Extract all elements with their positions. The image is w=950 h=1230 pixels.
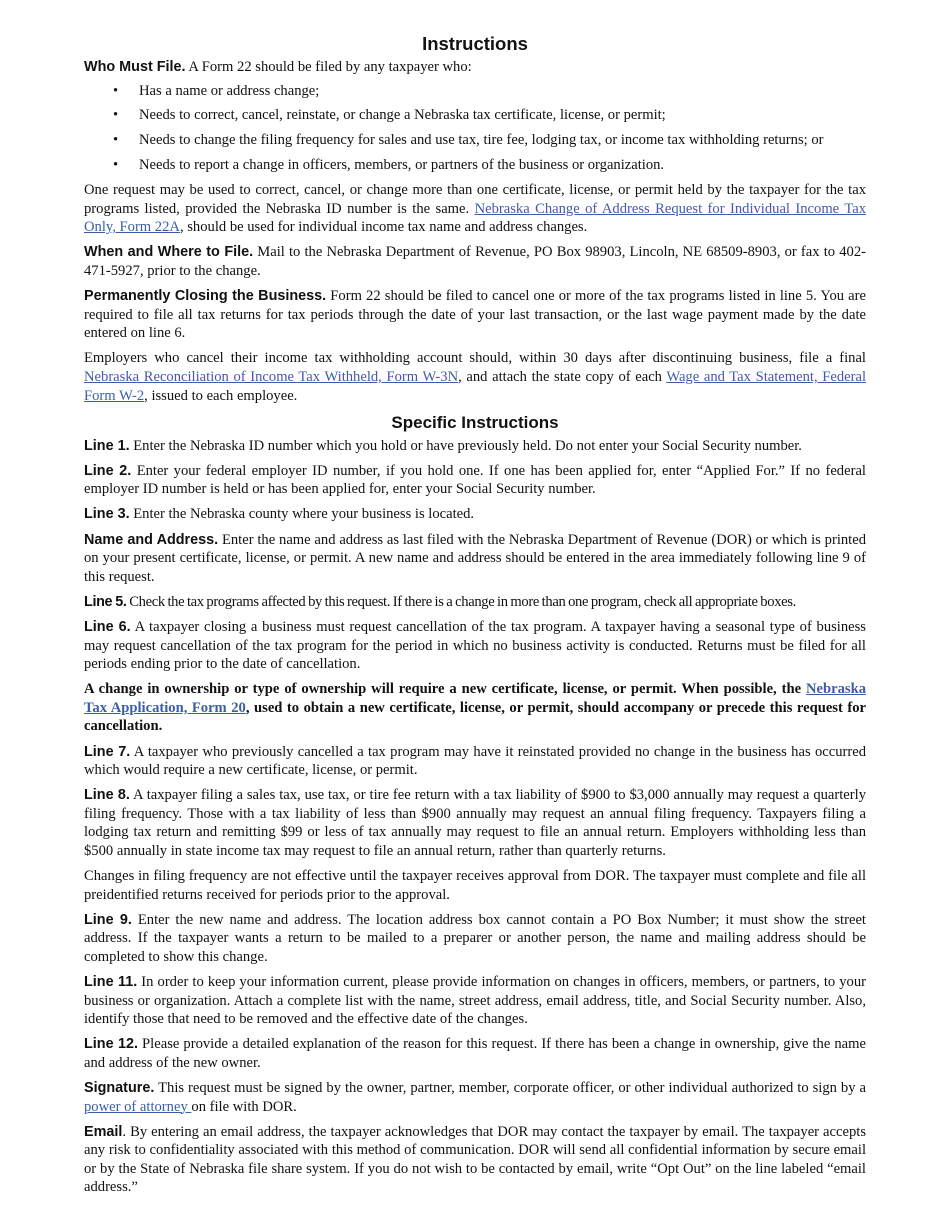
signature-text: This request must be signed by the owner, partner, member, corporate officer, or other individual authorized to sign by a [154, 1080, 866, 1096]
line-1-heading: Line 1. [84, 437, 130, 454]
line-3-text: Enter the Nebraska county where your business is located. [129, 506, 475, 523]
email-paragraph [84, 1123, 866, 1197]
line-6-heading: Line 6. [84, 618, 131, 635]
name-address-paragraph [84, 531, 866, 587]
bullet-icon: • [113, 157, 119, 174]
line-6-paragraph [84, 618, 866, 674]
line-5-text: Check the tax programs affected by this request. If there is a change in more than one program, check all appropriate boxes. [126, 593, 796, 610]
line-1-paragraph [84, 437, 866, 456]
list-item [84, 106, 866, 125]
bullet-icon: • [113, 82, 119, 99]
name-address-heading: Name and Address. [84, 531, 219, 548]
line-6-text: A taxpayer closing a business must request cancellation of the tax program. A taxpayer having a seasonal type of business may request cancellation of the tax program for the period in which no business activity is conducted. Returns must be filed for all periods ending prior to the date of cancellation. [84, 618, 866, 673]
list-item [84, 156, 866, 175]
one-request-paragraph [84, 181, 866, 237]
closing-business-paragraph [84, 287, 866, 343]
list-item [84, 82, 866, 101]
line-9-text: Enter the new name and address. The location address box cannot contain a PO Box Number; it must show the street address. If the taxpayer wants a return to be mailed to a preparer or another person, the name and mailing address should be completed to show this change. [84, 911, 866, 965]
when-where-heading: When and Where to File. [84, 244, 254, 261]
line-2-heading: Line 2. [84, 462, 132, 479]
filing-frequency-paragraph: Changes in filing frequency are not effective until the taxpayer receives approval from DOR. The taxpayer must complete and file all preidentified returns received for periods prior to the approval. [84, 868, 866, 903]
ownership-text: A change in ownership or type of ownership will require a new certificate, license, or permit. When possible, the [84, 681, 806, 698]
who-must-file-paragraph [84, 58, 866, 77]
line-11-text: In order to keep your information current, please provide information on changes in officers, members, or partners, to your business or organization. Attach a complete list with the name, street address, email address, title, and Social Security number. Also, identify those that need to be removed and the effective date of the changes. [84, 974, 866, 1028]
line-5-heading: Line 5. [84, 593, 127, 610]
form-w2-link[interactable]: Wage and Tax Statement, Federal Form W-2 [84, 369, 866, 404]
line-5-paragraph [84, 593, 866, 612]
line-9-heading: Line 9. [84, 911, 132, 928]
line-12-text: Please provide a detailed explanation of the reason for this request. If there has been a change in ownership, give the name and address of the new owner. [84, 1036, 866, 1071]
list-item-text: Has a name or address change; [139, 82, 320, 99]
line-2-text: Enter your federal employer ID number, if you hold one. If one has been applied for, enter “Applied For.” If no federal employer ID number is held or has been applied for, enter your Social Security number. [84, 462, 866, 498]
page-title: Instructions [422, 33, 528, 54]
line-1-text: Enter the Nebraska ID number which you hold or have previously held. Do not enter your Social Security number. [129, 437, 802, 454]
line-11-paragraph [84, 973, 866, 1029]
line-7-paragraph [84, 743, 866, 780]
one-request-text-end: , should be used for individual income tax name and address changes. [179, 219, 588, 236]
employers-paragraph [84, 349, 866, 405]
ownership-change-paragraph [84, 680, 866, 736]
line-12-paragraph [84, 1035, 866, 1072]
bullet-icon: • [113, 132, 119, 149]
line-3-heading: Line 3. [84, 506, 130, 523]
closing-business-heading: Permanently Closing the Business. [84, 288, 327, 305]
email-text: . By entering an email address, the taxpayer acknowledges that DOR may contact the taxpayer by email. The taxpayer accepts any risk to confidentiality associated with this method of communication. DOR will send all confidential information by secure email or by the State of Nebraska file share system. If you do not wish to be contacted by email, write “Opt Out” on the line labeled “email address.” [84, 1123, 866, 1196]
ownership-text-end: , used to obtain a new certificate, license, or permit, should accompany or precede this request for cancellation. [84, 699, 866, 735]
form-w3n-link[interactable]: Nebraska Reconciliation of Income Tax Withheld, Form W-3N [84, 369, 459, 385]
power-of-attorney-link[interactable]: power of attorney [84, 1098, 192, 1115]
name-address-text: Enter the name and address as last filed with the Nebraska Department of Revenue (DOR) or which is printed on your present certificate, license, or permit. A new name and address should be entered in the area immediately following line 9 of this request. [84, 531, 866, 585]
signature-paragraph [84, 1079, 866, 1116]
line-8-text: A taxpayer filing a sales tax, use tax, or tire fee return with a tax liability of $900 to $3,000 annually may request a quarterly filing frequency. Those with a tax liability of less than $900 annually may request an annual filing frequency. Taxpayers filing a lodging tax return and remitting $99 or less of tax annually may request to file an annual return. Employers withholding less than $500 annually in state income tax may request to file an annual return, rather than quarterly returns. [84, 787, 866, 859]
list-item-text: Needs to correct, cancel, reinstate, or change a Nebraska tax certificate, license, or permit; [139, 107, 666, 124]
who-must-file-text: A Form 22 should be filed by any taxpayer who: [185, 59, 472, 75]
list-item-text: Needs to report a change in officers, members, or partners of the business or organization. [139, 157, 665, 174]
line-9-paragraph [84, 911, 866, 967]
who-must-file-heading: Who Must File. [84, 59, 186, 75]
closing-business-text: Form 22 should be filed to cancel one or more of the tax programs listed in line 5. You are required to file all tax returns for tax periods through the date of your last transaction, or the last wage payment made by the date entered on line 6. [84, 288, 866, 342]
line-8-paragraph [84, 786, 866, 860]
email-heading: Email [84, 1123, 123, 1140]
who-must-file-list [84, 82, 866, 175]
line-3-paragraph [84, 505, 866, 524]
line-7-heading: Line 7. [84, 743, 131, 760]
line-12-heading: Line 12. [84, 1036, 138, 1053]
specific-instructions-title: Specific Instructions [391, 412, 559, 432]
when-where-text: Mail to the Nebraska Department of Revenue, PO Box 98903, Lincoln, NE 68509-8903, or fax to 402-471-5927, prior to the change. [84, 244, 866, 280]
line-2-paragraph [84, 462, 866, 499]
form-20-link[interactable]: Nebraska Tax Application, Form 20 [84, 681, 866, 716]
bullet-icon: • [113, 107, 119, 124]
one-request-text: One request may be used to correct, cancel, or change more than one certificate, license, or permit held by the taxpayer for the tax programs listed, provided the Nebraska ID number is the same. [84, 182, 866, 217]
line-8-heading: Line 8. [84, 787, 130, 804]
form-22a-link[interactable]: Nebraska Change of Address Request for Individual Income Tax Only, Form 22A [84, 200, 866, 236]
line-11-heading: Line 11. [84, 974, 138, 991]
signature-text-end: on file with DOR. [191, 1098, 297, 1115]
when-where-paragraph [84, 243, 866, 280]
employers-text: Employers who cancel their income tax withholding account should, within 30 days after discontinuing business, file a final [84, 350, 866, 367]
line-7-text: A taxpayer who previously cancelled a tax program may have it reinstated provided no change in the business has occurred which would require a new certificate, license, or permit. [84, 743, 866, 779]
list-item [84, 131, 866, 150]
employers-text-middle: , and attach the state copy of each [458, 369, 667, 385]
employers-text-end: , issued to each employee. [144, 387, 298, 404]
list-item-text: Needs to change the filing frequency for sales and use tax, tire fee, lodging tax, or income tax withholding returns; or [139, 132, 824, 149]
signature-heading: Signature. [84, 1080, 155, 1096]
